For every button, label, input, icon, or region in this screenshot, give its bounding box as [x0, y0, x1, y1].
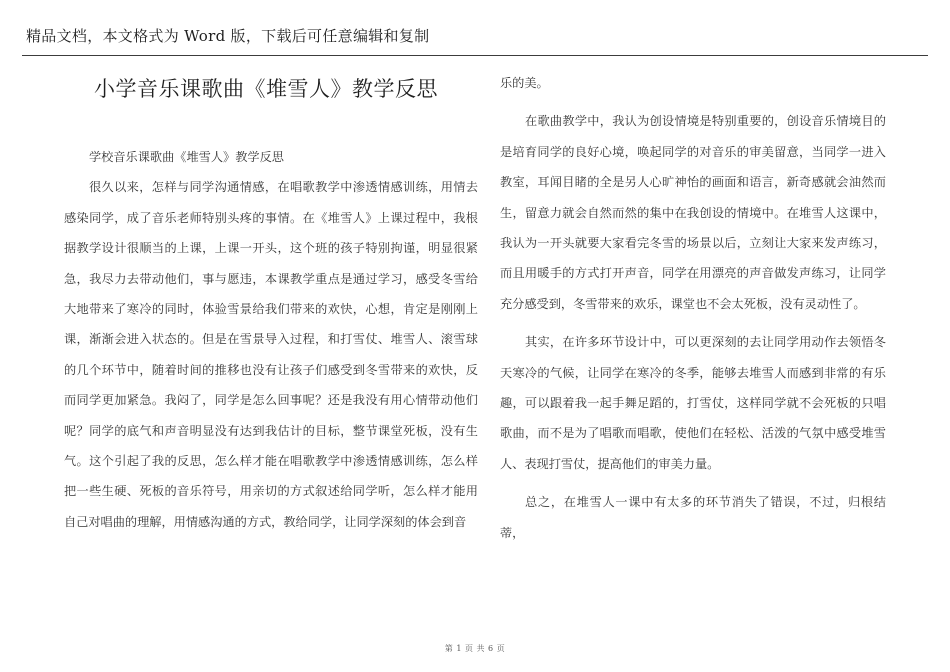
- body-paragraph-continuation: 乐的美。: [500, 76, 549, 90]
- document-subtitle: 学校音乐课歌曲《堆雪人》教学反思: [89, 150, 284, 164]
- left-column: [64, 68, 478, 537]
- document-title: 小学音乐课歌曲《堆雪人》教学反思: [94, 77, 438, 101]
- header-divider: [22, 55, 928, 56]
- document-header: 精品文档，本文格式为 Word 版，下载后可任意编辑和复制: [26, 27, 430, 45]
- body-paragraph: 很久以来，怎样与同学沟通情感，在唱歌教学中渗透情感训练，用情去感染同学，成了音乐老师特别头疼的事情。在《堆雪人》上课过程中，我根据教学设计很顺当的上课，上课一开头，这个班的孩子特别拘谨，明显很紧急，我尽力去带动他们，事与愿违，本课教学重点是通过学习，感受冬雪给大地带来了寒冷的同时，体验雪景给我们带来的欢快，心想，肯定是刚刚上课，渐渐会进入状态的。但是在雪景导入过程，和打雪仗、堆雪人、滚雪球的几个环节中，随着时间的推移也没有让孩子们感受到冬雪带来的欢快，反而同学更加紧急。我闷了，同学是怎么回事呢？还是我没有用心情带动他们呢？同学的底气和声音明显没有达到我估计的目标，整节课堂死板，没有生气。这个引起了我的反思，怎么样才能在唱歌教学中渗透情感训练，怎么样把一些生硬、死板的音乐符号，用亲切的方式叙述给同学听，怎么样才能用自己对唱曲的理解，用情感沟通的方式，教给同学，让同学深刻的体会到音: [64, 180, 478, 529]
- page-number: 第 1 页 共 6 页: [444, 644, 506, 653]
- body-paragraph: 总之，在堆雪人一课中有太多的环节消失了错误，不过，归根结蒂，: [500, 495, 886, 540]
- right-column: [500, 68, 886, 548]
- body-paragraph: 其实，在许多环节设计中，可以更深刻的去让同学用动作去领悟冬天寒冷的气候，让同学在寒冷的冬季，能够去堆雪人而感到非常的有乐趣，可以跟着我一起手舞足蹈的，打雪仗，这样同学就不会死板的只唱歌曲，而不是为了唱歌而唱歌，使他们在轻松、活泼的气氛中感受堆雪人、表现打雪仗，提高他们的审美力量。: [500, 335, 886, 471]
- body-paragraph: 在歌曲教学中，我认为创设情境是特别重要的，创设音乐情境目的是培育同学的良好心境，唤起同学的对音乐的审美留意，当同学一进入教室，耳闻目睹的全是另人心旷神怡的画面和语言，新奇感就会油然而生，留意力就会自然而然的集中在我创设的情境中。在堆雪人这课中，我认为一开头就要大家看完冬雪的场景以后，立刻让大家来发声练习，而且用暖手的方式打开声音，同学在用漂亮的声音做发声练习，让同学充分感受到，冬雪带来的欢乐，课堂也不会太死板，没有灵动性了。: [500, 114, 886, 311]
